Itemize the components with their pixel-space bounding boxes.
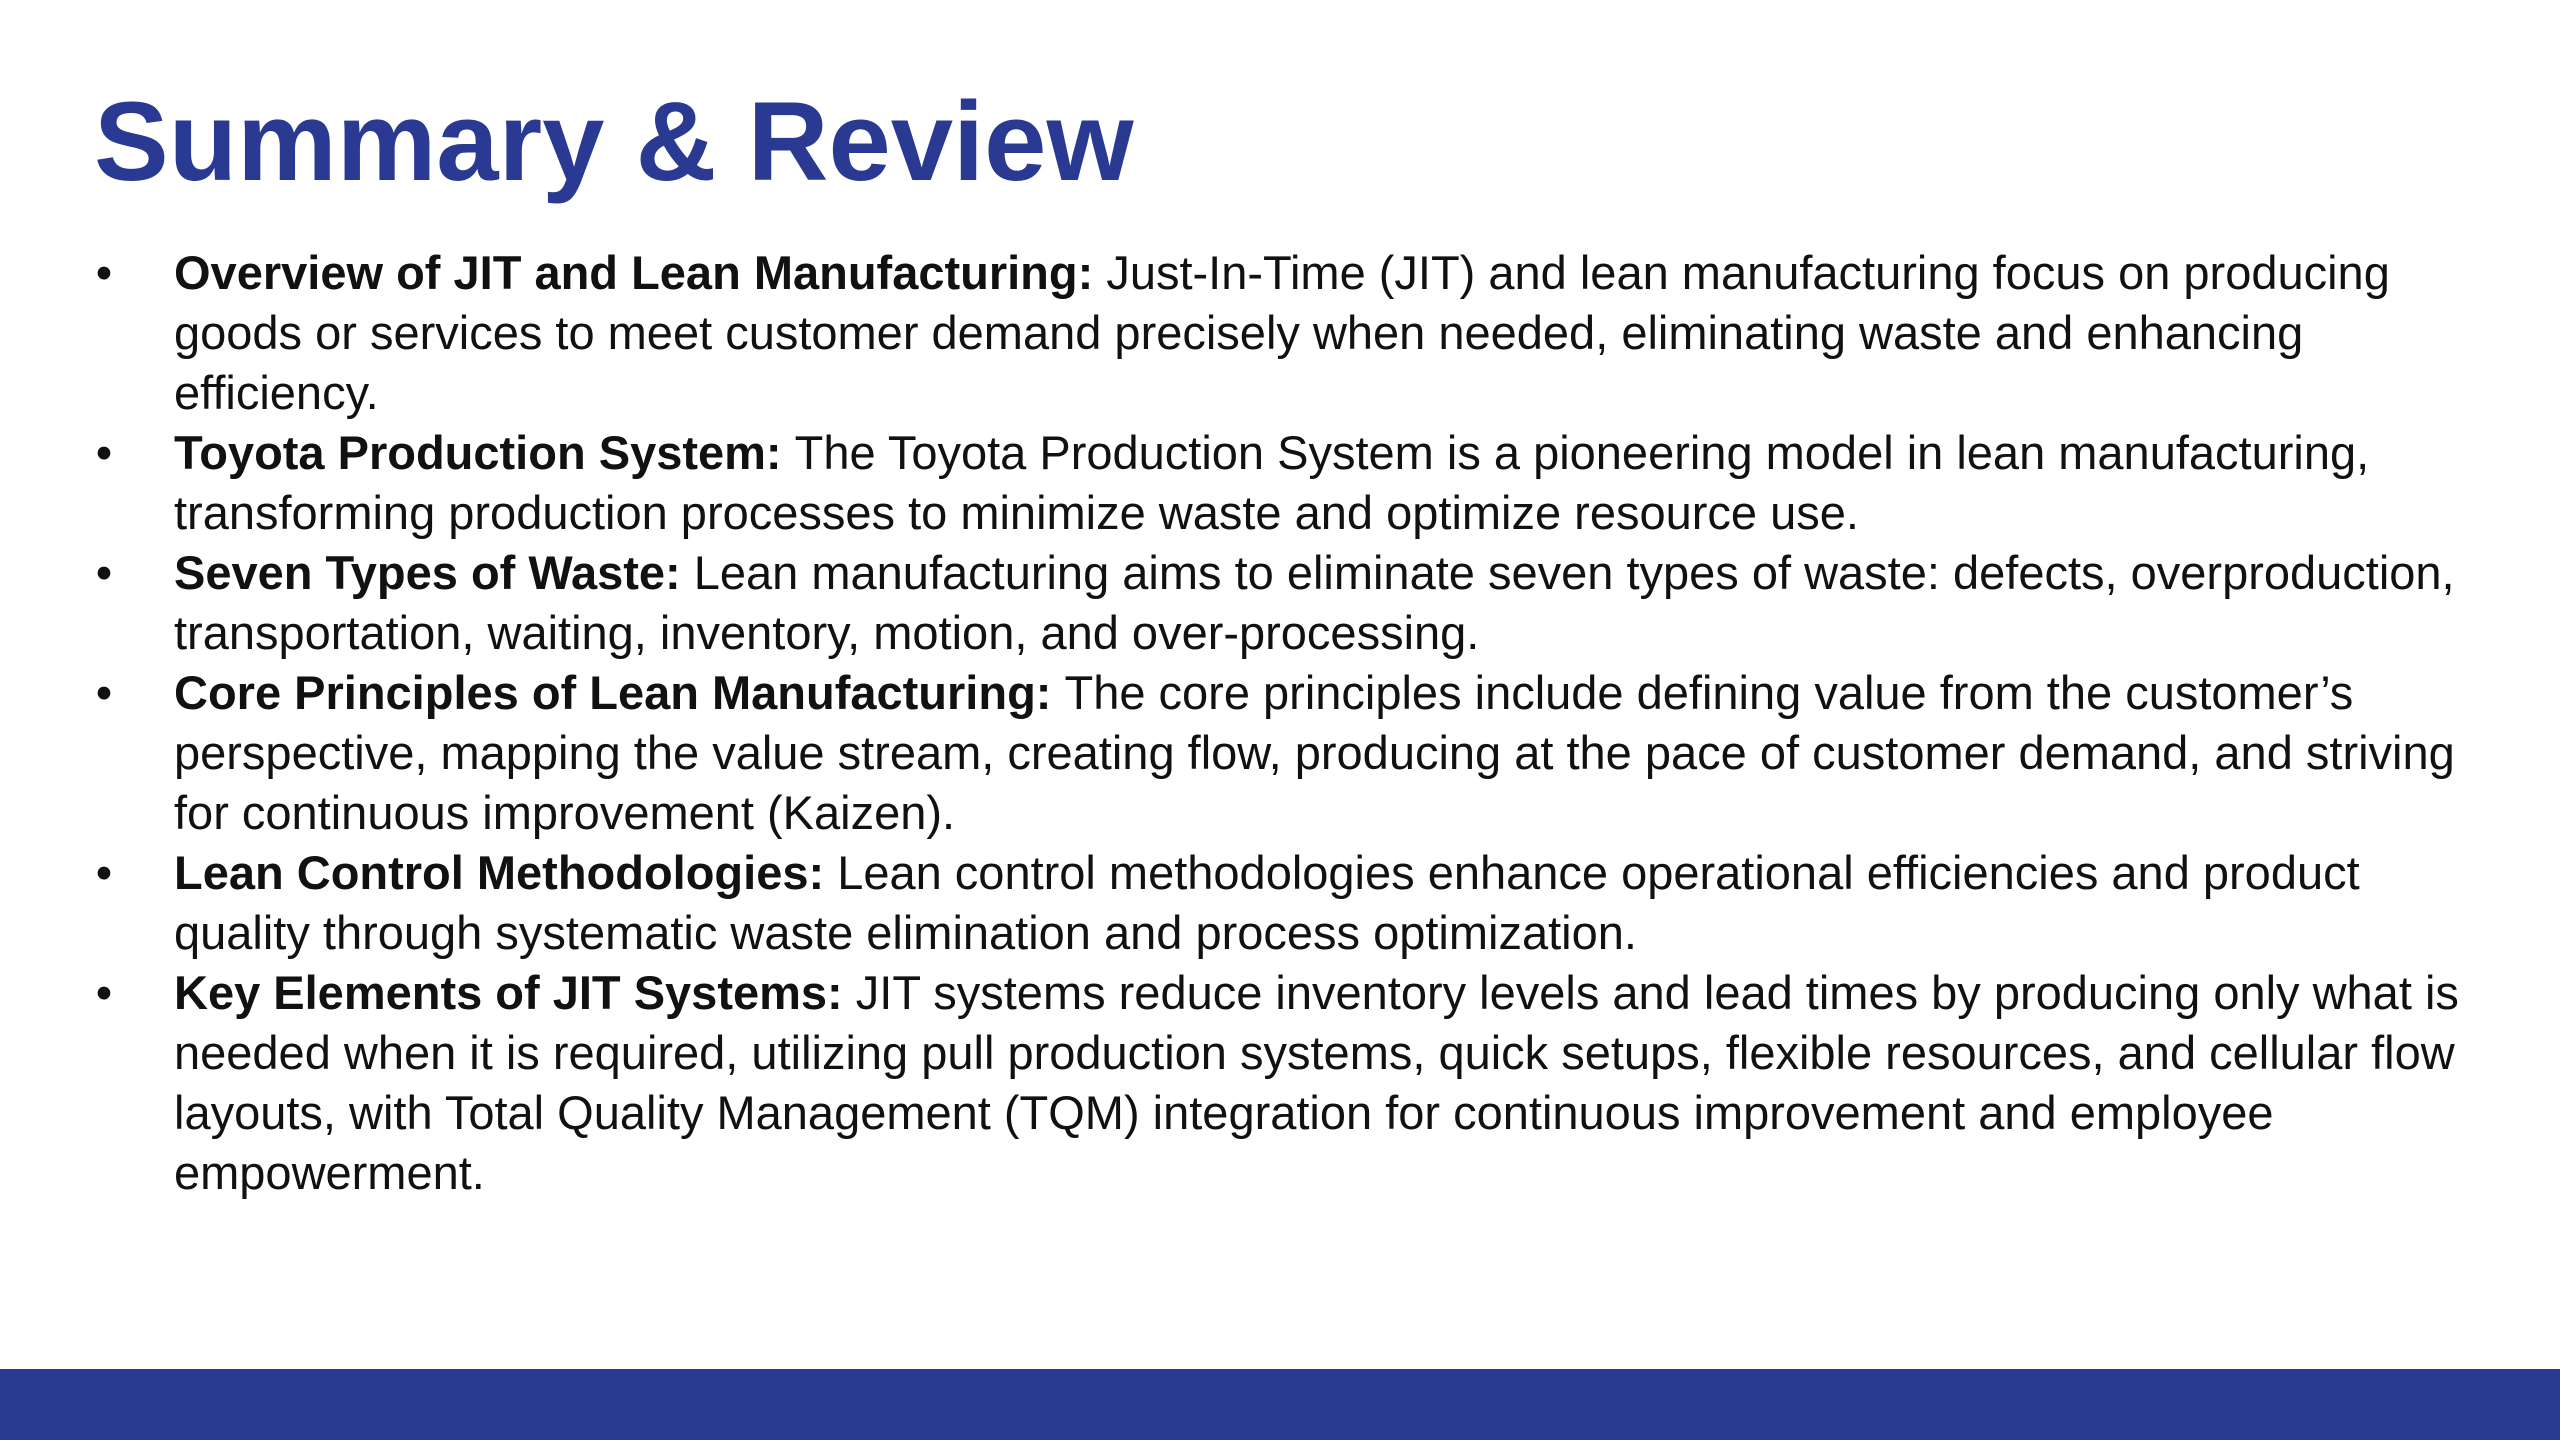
slide-title: Summary & Review xyxy=(94,79,1134,204)
bullet-dot-icon: • xyxy=(95,966,113,1019)
bullet-text: The Toyota Production System is a pioneering model in lean manufacturing, transforming production processes to minimize waste and optimize resource use. xyxy=(174,426,2370,539)
bullet-heading: Overview of JIT and Lean Manufacturing: xyxy=(174,246,1107,299)
bullet-item-jit-lean-overview xyxy=(94,243,2474,423)
bullet-text: Lean control methodologies enhance operational efficiencies and product quality through systematic waste elimination and process optimization. xyxy=(174,846,2360,959)
bullet-heading: Lean Control Methodologies: xyxy=(174,846,838,899)
bullet-dot-icon: • xyxy=(95,426,113,479)
bullet-item-key-elements-jit xyxy=(94,963,2474,1203)
footer-bar xyxy=(0,1369,2560,1440)
bullet-heading: Toyota Production System: xyxy=(174,426,795,479)
bullet-item-toyota-production-system xyxy=(94,423,2474,543)
bullet-item-lean-control-methodologies xyxy=(94,843,2474,963)
bullet-text: The core principles include defining value from the customer’s perspective, mapping the value stream, creating flow, producing at the pace of customer demand, and striving for continuous improvement (Kaizen). xyxy=(174,666,2455,839)
bullet-item-seven-types-of-waste xyxy=(94,543,2474,663)
bullet-dot-icon: • xyxy=(95,666,113,719)
summary-bullet-list xyxy=(94,243,2474,1203)
bullet-dot-icon: • xyxy=(95,246,113,299)
bullet-heading: Core Principles of Lean Manufacturing: xyxy=(174,666,1065,719)
bullet-dot-icon: • xyxy=(95,546,113,599)
bullet-text: Lean manufacturing aims to eliminate seven types of waste: defects, overproduction, transportation, waiting, inventory, motion, and over-processing. xyxy=(174,546,2455,659)
bullet-text: JIT systems reduce inventory levels and lead times by producing only what is needed when it is required, utilizing pull production systems, quick setups, flexible resources, and cellular flow layouts, with Total Quality Management (TQM) integration for continuous improvement and employee empowerment. xyxy=(174,966,2459,1199)
bullet-heading: Seven Types of Waste: xyxy=(174,546,694,599)
bullet-heading: Key Elements of JIT Systems: xyxy=(174,966,856,1019)
bullet-dot-icon: • xyxy=(95,846,113,899)
bullet-text: Just-In-Time (JIT) and lean manufacturing focus on producing goods or services to meet customer demand precisely when needed, eliminating waste and enhancing efficiency. xyxy=(174,246,2390,419)
bullet-item-core-principles xyxy=(94,663,2474,843)
